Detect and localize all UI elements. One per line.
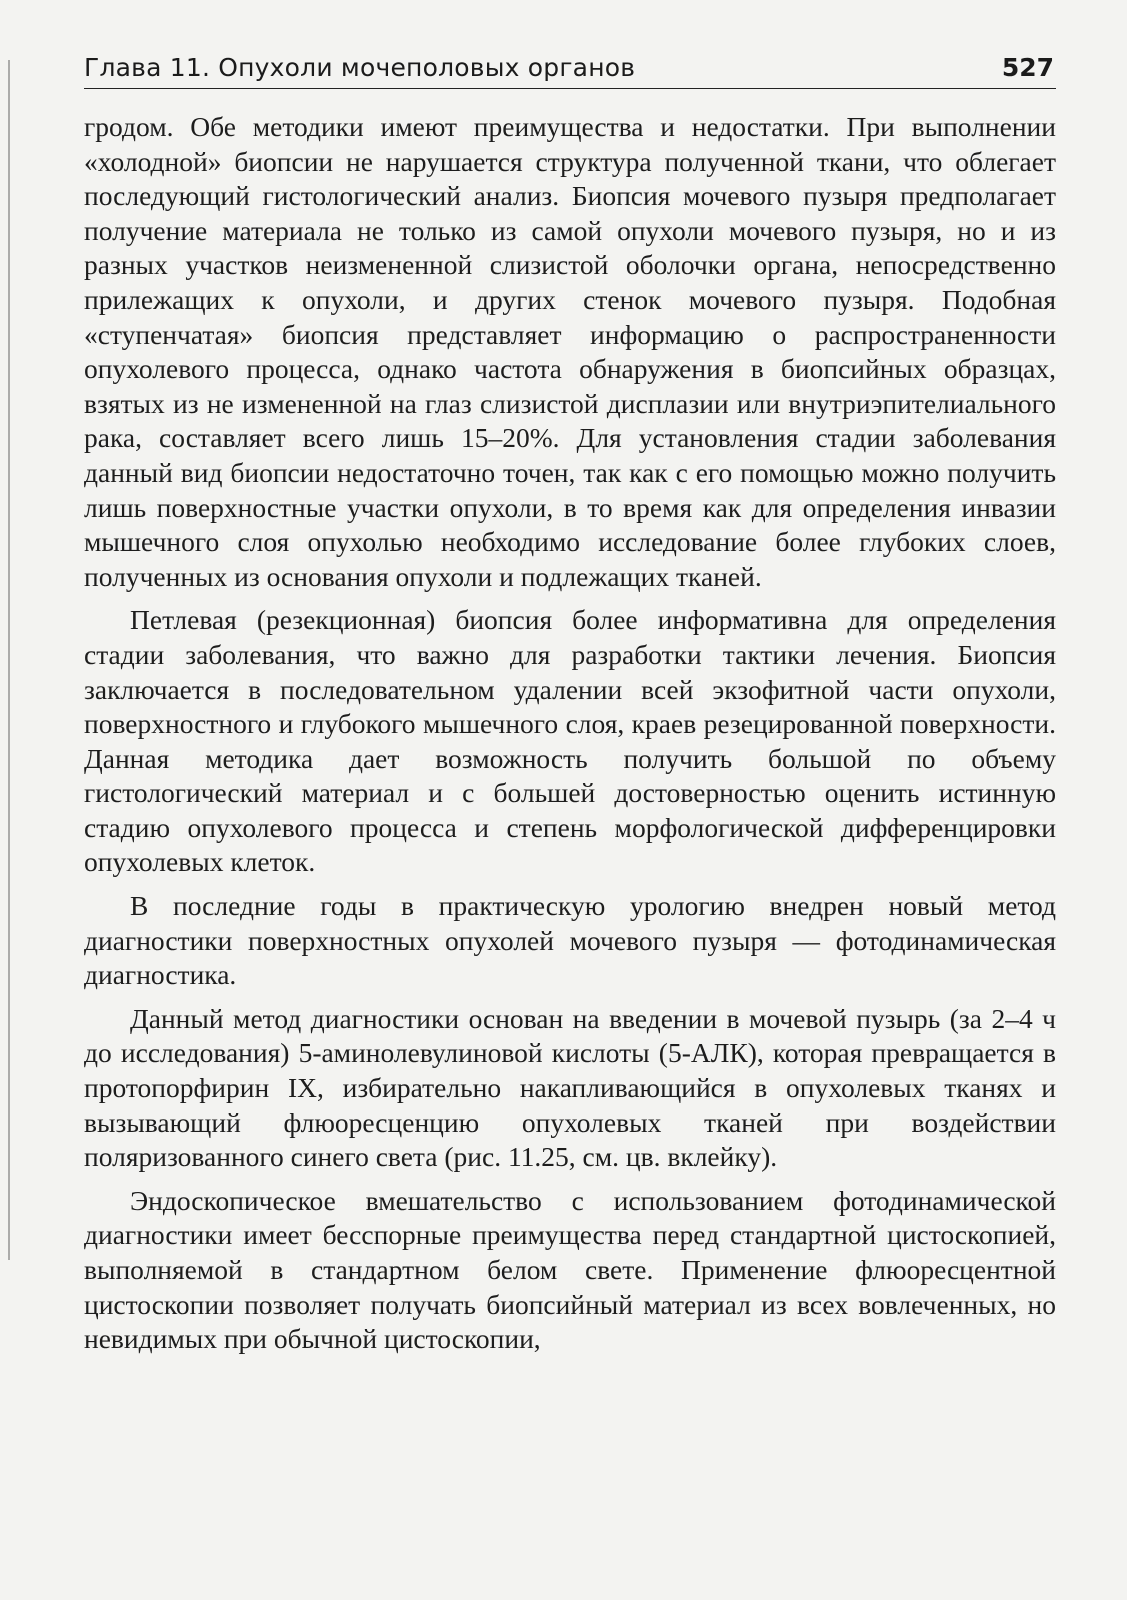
paragraph-4: Данный метод диагностики основан на введении в мочевой пузырь (за 2–4 ч до исследования) 5-аминолевулиновой кислоты (5-АЛК), которая превращается в протопорфирин IX, избирательно накапливающийся в опухолевых тканях и вызывающий флюоресценцию опухолевых тканей при воздействии поляризованного синего света (рис. 11.25, см. цв. вклейку). xyxy=(84,1002,1056,1173)
paragraph-3: В последние годы в практическую урологию внедрен новый метод диагностики поверхностных опухолей мочевого пузыря — фотодинамическая диагностика. xyxy=(84,890,1056,991)
chapter-title: Глава 11. Опухоли мочеполовых органов xyxy=(84,53,636,82)
running-header xyxy=(84,44,1056,89)
paragraph-5: Эндоскопическое вмешательство с использованием фотодинамической диагностики имеет бесспорные преимущества перед стандартной цистоскопией, выполняемой в стандартном белом свете. Применение флюоресцентной цистоскопии позволяет получать биопсийный материал из всех вовлеченных, но невидимых при обычной цистоскопии, xyxy=(84,1184,1056,1355)
paragraph-2: Петлевая (резекционная) биопсия более информативна для определения стадии заболевания, что важно для разработки тактики лечения. Биопсия заключается в последовательном удалении всей экзофитной части опухоли, поверхностного и глубокого мышечного слоя, краев резецированной поверхности. Данная методика дает возможность получить большой по объему гистологический материал и с большей достоверностью оценить истинную стадию опухолевого процесса и степень морфологической дифференцировки опухолевых клеток. xyxy=(84,604,1056,878)
page-number: 527 xyxy=(1001,53,1054,82)
body-text xyxy=(84,110,1056,1366)
paragraph-1: гродом. Обе методики имеют преимущества и недостатки. При выполнении «холодной» биопсии не нарушается структура полученной ткани, что облегает последующий гистологический анализ. Биопсия мочевого пузыря предполагает получение материала не только из самой опухоли мочевого пузыря, но и из разных участков неизмененной слизистой оболочки органа, непосредственно прилежащих к опухоли, и других стенок мочевого пузыря. Подобная «ступенчатая» биопсия представляет информацию о распространенности опухолевого процесса, однако частота обнаружения в биопсийных образцах, взятых из не измененной на глаз слизистой дисплазии или внутриэпителиального рака, составляет всего лишь 15–20%. Для установления стадии заболевания данный вид биопсии недостаточно точен, так как с его помощью можно получить лишь поверхностные участки опухоли, в то время как для определения инвазии мышечного слоя опухолью необходимо исследование более глубоких слоев, полученных из основания опухоли и подлежащих тканей. xyxy=(84,111,1056,592)
scan-edge-mark xyxy=(8,60,10,1260)
